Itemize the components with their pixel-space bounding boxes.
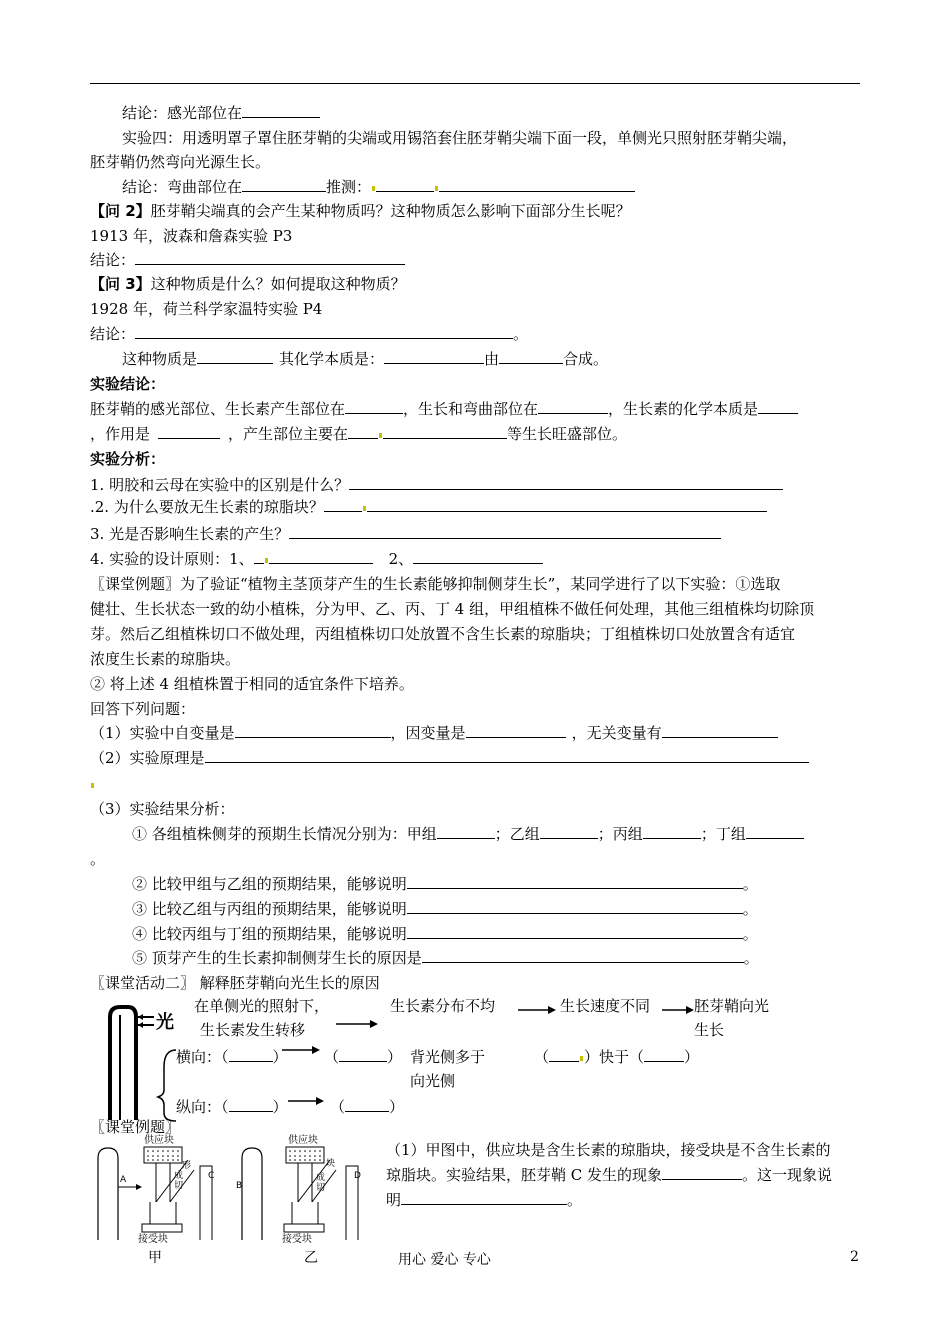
- figure-label-jia: 甲: [148, 1250, 162, 1266]
- flow-text: 生长速度不同: [560, 997, 651, 1015]
- flow-text: 在单侧光的照射下，: [194, 997, 330, 1015]
- svg-text:D: D: [354, 1171, 361, 1181]
- example-question: （3）实验结果分析：: [90, 800, 235, 818]
- example-text: 浓度生长素的琼脂块。: [90, 650, 241, 668]
- result-item: ① 各组植株侧芽的预期生长情况分别为：甲组 ；乙组 ；丙组 ；丁组: [132, 824, 804, 844]
- flow-text: 向光侧: [410, 1072, 456, 1090]
- analysis-item: 3. 光是否影响生长素的产生？: [90, 524, 721, 544]
- svg-text:成: 成: [174, 1171, 184, 1181]
- text-line: 胚芽鞘的感光部位、生长素产生部位在 ，生长和弯曲部位在 ，生长素的化学本质是: [90, 399, 798, 419]
- experiment-figure: [90, 1130, 380, 1248]
- example-text: 回答下列问题：: [90, 700, 196, 718]
- flow-text: 胚芽鞘向光: [694, 997, 770, 1015]
- result-item: ③ 比较乙组与丙组的预期结果，能够说明 。: [132, 900, 758, 918]
- svg-text:接受块: 接受块: [138, 1234, 168, 1245]
- flow-text: 生长: [694, 1021, 725, 1039]
- header-rule: [90, 83, 860, 84]
- text-line: 胚芽鞘仍然弯向光源生长。: [90, 153, 271, 171]
- question-3: 【问 3】这种物质是什么？如何提取这种物质？: [90, 275, 406, 293]
- text-line: 1928 年，荷兰科学家温特实验 P4: [90, 300, 323, 318]
- vertical-row: （ ）: [330, 1098, 405, 1116]
- text-line: 结论： 。: [90, 325, 529, 343]
- result-item: ⑤ 顶芽产生的生长素抑制侧芽生长的原因是 。: [132, 949, 759, 967]
- svg-text:A: A: [120, 1175, 127, 1185]
- text-line: 结论：: [90, 250, 405, 270]
- figure-question: （1）甲图中，供应块是含生长素的琼脂块，接受块是不含生长素的: [386, 1141, 831, 1159]
- analysis-item: 1. 明胶和云母在实验中的区别是什么？: [90, 475, 783, 495]
- result-item: ④ 比较丙组与丁组的预期结果，能够说明 。: [132, 925, 758, 943]
- activity-title: 〖课堂活动二〗 解释胚芽鞘向光生长的原因: [90, 974, 380, 992]
- horizontal-row: 横向：（ ）: [176, 1048, 288, 1066]
- svg-text:块: 块: [326, 1159, 336, 1169]
- svg-text:C: C: [208, 1171, 215, 1181]
- highlight-dot: [90, 774, 95, 794]
- page-number: 2: [850, 1249, 859, 1265]
- text-line: 结论：感光部位在: [122, 103, 320, 123]
- text-line: 结论：弯曲部位在 推测：: [122, 177, 635, 197]
- svg-text:接受块: 接受块: [282, 1234, 312, 1245]
- flow-text: 生长素分布不均: [390, 997, 496, 1015]
- svg-text:B: B: [236, 1181, 243, 1191]
- flow-text: 背光侧多于: [410, 1048, 486, 1066]
- section-heading: 实验结论：: [90, 375, 166, 393]
- example-question: （1）实验中自变量是 ，因变量是 ，无关变量有: [90, 723, 778, 743]
- figure-label-yi: 乙: [304, 1250, 318, 1266]
- figure-question: 琼脂块。实验结果，胚芽鞘 C 发生的现象 。这一现象说: [386, 1166, 833, 1184]
- result-item: 。: [90, 850, 106, 868]
- footer-text: 用心 爱心 专心: [398, 1252, 491, 1268]
- text-line: ，作用是 ，产生部位主要在 等生长旺盛部位。: [90, 425, 628, 443]
- example-text: ② 将上述 4 组植株置于相同的适宜条件下培养。: [90, 675, 414, 693]
- vertical-row: 纵向：（ ）: [176, 1098, 288, 1116]
- text-line: 这种物质是 其化学本质是： 由 合成。: [122, 350, 609, 368]
- light-label: 光: [156, 1012, 174, 1033]
- analysis-item: .2. 为什么要放无生长素的琼脂块？: [90, 497, 767, 517]
- example-text: 〖课堂例题〗为了验证“植物主茎顶芽产生的生长素能够抑制侧芽生长”，某同学进行了以下实验：①选取: [90, 575, 781, 593]
- svg-text:形: 形: [182, 1161, 192, 1171]
- flow-text: 生长素发生转移: [200, 1021, 306, 1039]
- svg-text:切: 切: [174, 1181, 184, 1191]
- section-heading: 实验分析：: [90, 450, 166, 468]
- horizontal-row: （ ）: [324, 1048, 403, 1066]
- example-text: 健壮、生长状态一致的幼小植株，分为甲、乙、丙、丁 4 组，甲组植株不做任何处理，其他三组植株均切除顶: [90, 600, 815, 618]
- horizontal-row: （ ）快于（ ）: [534, 1048, 700, 1066]
- svg-text:供应块: 供应块: [288, 1135, 318, 1146]
- question-2: 【问 2】胚芽鞘尖端真的会产生某种物质吗？这种物质怎么影响下面部分生长呢？: [90, 202, 631, 220]
- text-line: 1913 年，波森和詹森实验 P3: [90, 227, 293, 245]
- example-question: （2）实验原理是: [90, 748, 809, 768]
- example-2-title: 〖课堂例题〗: [90, 1118, 181, 1136]
- example-text: 芽。然后乙组植株切口不做处理，丙组植株切口处放置不含生长素的琼脂块；丁组植株切口处放置含有适宜: [90, 625, 796, 643]
- figure-question: 明 。: [386, 1191, 583, 1209]
- text-line: 实验四：用透明罩子罩住胚芽鞘的尖端或用锡箔套住胚芽鞘尖端下面一段，单侧光只照射胚芽鞘尖端，: [122, 129, 798, 147]
- svg-text:切: 切: [316, 1183, 326, 1193]
- svg-text:成: 成: [316, 1173, 326, 1183]
- svg-text:供应块: 供应块: [144, 1135, 174, 1146]
- result-item: ② 比较甲组与乙组的预期结果，能够说明 。: [132, 875, 758, 893]
- analysis-item: 4. 实验的设计原则：1、 2、: [90, 549, 543, 569]
